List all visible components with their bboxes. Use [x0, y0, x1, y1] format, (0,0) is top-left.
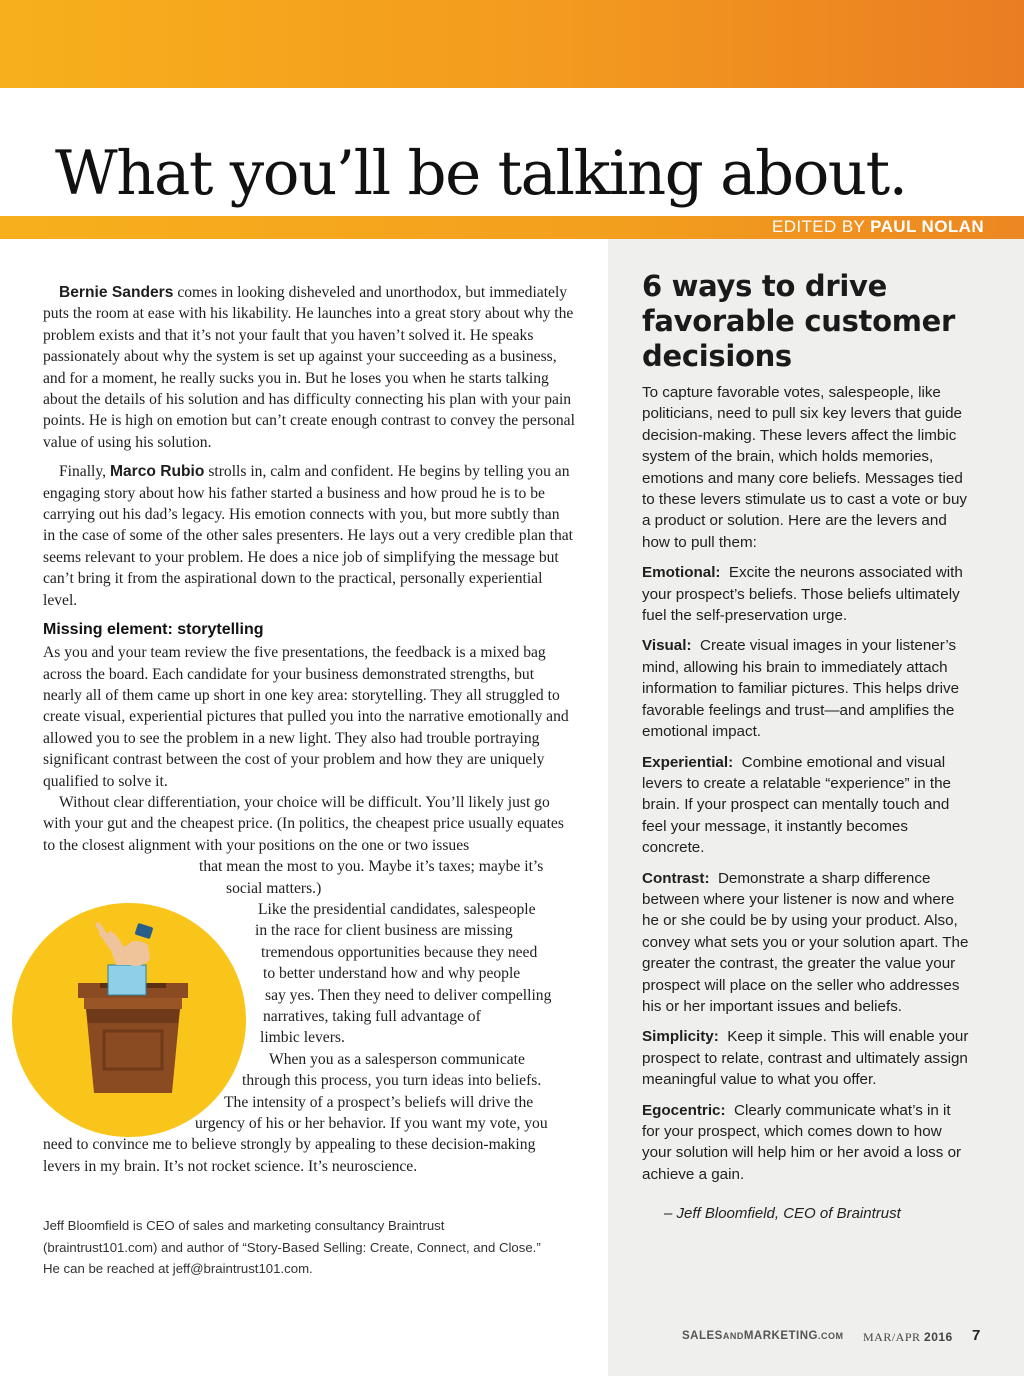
top-color-band — [0, 0, 1024, 88]
lever-name: Visual: — [642, 637, 692, 655]
paragraph-rubio-text: strolls in, calm and confident. He begins by telling you an engaging story about how his father started a business and how proud he is to be carrying out his dad’s legacy. His emotion connects with you, but more subtly than in the case of some of the other sales presenters. He lays out a very credible plan that seems relevant to your problem. He does a nice job of simplifying the message but can’t bring it from the aspirational down to the practical, personally experiential level. — [43, 463, 573, 609]
page-footer — [682, 1327, 987, 1347]
lever-name: Contrast: — [642, 869, 710, 887]
author-bio: Jeff Bloomfield is CEO of sales and marketing consultancy Braintrust (braintrust101.com) and author of “Story-Based Selling: Create, Connect, and Close.” He can be reached at jeff@braintrust101.com. — [43, 1218, 541, 1276]
byline-prefix: EDITED BY — [771, 217, 865, 236]
sidebar-content — [642, 269, 972, 1222]
site-name — [682, 1330, 843, 1342]
site-name-part: SALES — [682, 1330, 723, 1342]
lever-name: Emotional: — [642, 564, 721, 582]
ballot-box-illustration — [12, 903, 246, 1137]
text-line: Like the presidential candidates, salespeople — [258, 900, 536, 918]
text-line: tremendous opportunities because they need — [261, 943, 538, 961]
issue-year: 2016 — [924, 1330, 953, 1344]
issue-month: MAR/APR — [863, 1330, 921, 1344]
site-name-part: MARKETING — [743, 1330, 818, 1342]
sidebar-intro: To capture favorable votes, salespeople, like politicians, need to pull six key levers that guide decision-making. These levers affect the limbic system of the brain, which holds memories, emotions and many core beliefs. Messages tied to these levers stimulate us to cast a vote or buy a product or solution. Here are the levers and how to pull them: — [642, 384, 968, 551]
lever-item — [642, 1026, 972, 1090]
site-name-part: .COM — [817, 1331, 844, 1341]
lever-text: Excite the neurons associated with your prospect’s beliefs. Those beliefs ultimately fuel the self-preservation urge. — [642, 564, 963, 625]
sidebar-title: 6 ways to drive favorable customer decisions — [642, 269, 956, 373]
lever-item — [642, 752, 972, 859]
text-line: say yes. Then they need to deliver compelling — [265, 986, 552, 1004]
lever-item — [642, 868, 972, 1018]
paragraph-sanders — [43, 282, 575, 453]
lever-name: Experiential: — [642, 753, 734, 771]
lever-item — [642, 562, 972, 626]
lever-name: Egocentric: — [642, 1101, 726, 1119]
text-line: The intensity of a prospect’s beliefs will drive the — [224, 1093, 534, 1111]
ballot-paper — [108, 965, 146, 995]
lever-text: Combine emotional and visual levers to create a relatable “experience” in the brain. If your prospect can mentally touch and feel your message, it instantly becomes concrete. — [642, 753, 951, 857]
page-title: What you’ll be talking about. — [55, 138, 907, 209]
lever-text: Create visual images in your listener’s mind, allowing his brain to immediately attach information to familiar pictures. This helps drive favorable feelings and trust—and amplifies the emotional impact. — [642, 637, 960, 741]
lever-name: Simplicity: — [642, 1028, 719, 1046]
text-line: urgency of his or her behavior. If you want my vote, you — [195, 1115, 548, 1133]
byline-bar — [0, 216, 1024, 239]
lever-text: Clearly communicate what’s in it for your prospect, which comes down to how your solution will help him or her avoid a loss or achieve a gain. — [642, 1101, 962, 1183]
lever-text: Demonstrate a sharp difference between where your listener is now and where he or she could be by using your product. Also, convey what sets you or your solution apart. The greater the contrast, the greater the value your prospect will place on the seller who addresses his or her important issues and beliefs. — [642, 869, 969, 1015]
sidebar-panel — [608, 239, 1024, 1376]
lever-item — [642, 635, 972, 742]
page-number: 7 — [972, 1327, 981, 1344]
text-line: in the race for client business are missing — [255, 922, 513, 940]
paragraph-feedback: As you and your team review the five presentations, the feedback is a mixed bag across the board. Each candidate for your business demonstrated strengths, but nearly all of them came up short in one key area: storytelling. They all struggled to create visual, experiential pictures that pulled you into the narrative emotionally and allowed you to see the problem in a new light. They also had trouble portraying significant contrast between the cost of your problem and how they are uniquely qualified to solve it. — [43, 644, 569, 790]
lever-item — [642, 1100, 972, 1186]
paragraph-differentiation: Without clear differentiation, your choice will be difficult. You’ll likely just go with your gut and the cheapest price. (In politics, the cheapest price usually equates to the closest alignment with your positions on the one or two issues — [43, 793, 564, 854]
sidebar-attribution: – Jeff Bloomfield, CEO of Braintrust — [664, 1205, 901, 1223]
byline — [772, 217, 984, 237]
issue-date — [863, 1330, 953, 1345]
candidate-name-sanders: Bernie Sanders — [59, 284, 174, 301]
candidate-name-rubio: Marco Rubio — [109, 463, 205, 481]
text-line: limbic levers. — [260, 1029, 345, 1047]
text-line: to better understand how and why people — [263, 965, 521, 983]
text-line: that mean the most to you. Maybe it’s taxes; maybe it’s — [199, 858, 544, 876]
text-line: through this process, you turn ideas into beliefs. — [242, 1072, 542, 1090]
lever-text: Keep it simple. This will enable your prospect to relate, contrast and ultimately assign meaningful value to what you offer. — [642, 1028, 969, 1089]
text-line: narratives, taking full advantage of — [263, 1008, 481, 1025]
text-line: social matters.) — [226, 879, 322, 897]
byline-editor-name: PAUL NOLAN — [870, 217, 984, 236]
section-subhead: Missing element: storytelling — [43, 621, 264, 639]
paragraph-closing: need to convince me to believe strongly by appealing to these decision-making levers in my brain. It’s not rocket science. It’s neuroscience. — [43, 1136, 536, 1175]
paragraph-rubio-prefix: Finally, — [59, 463, 107, 481]
ballot-box — [78, 983, 188, 1093]
paragraph-rubio — [43, 461, 575, 611]
paragraph-sanders-text: comes in looking disheveled and unorthodox, but immediately puts the room at ease with his likability. He launches into a great story about why the problem exists and that it’s not your fault that you haven’t solved it. He speaks passionately about why the system is set up against your succeeding as a business, and for a moment, he really sucks you in. But he loses you when he starts talking about the details of his solution and has difficulty connecting his plan with your pain points. He is high on emotion but can’t create enough contrast to convey the personal value of using his solution. — [43, 284, 575, 451]
text-line: When you as a salesperson communicate — [269, 1050, 525, 1068]
site-name-part: AND — [722, 1331, 744, 1341]
